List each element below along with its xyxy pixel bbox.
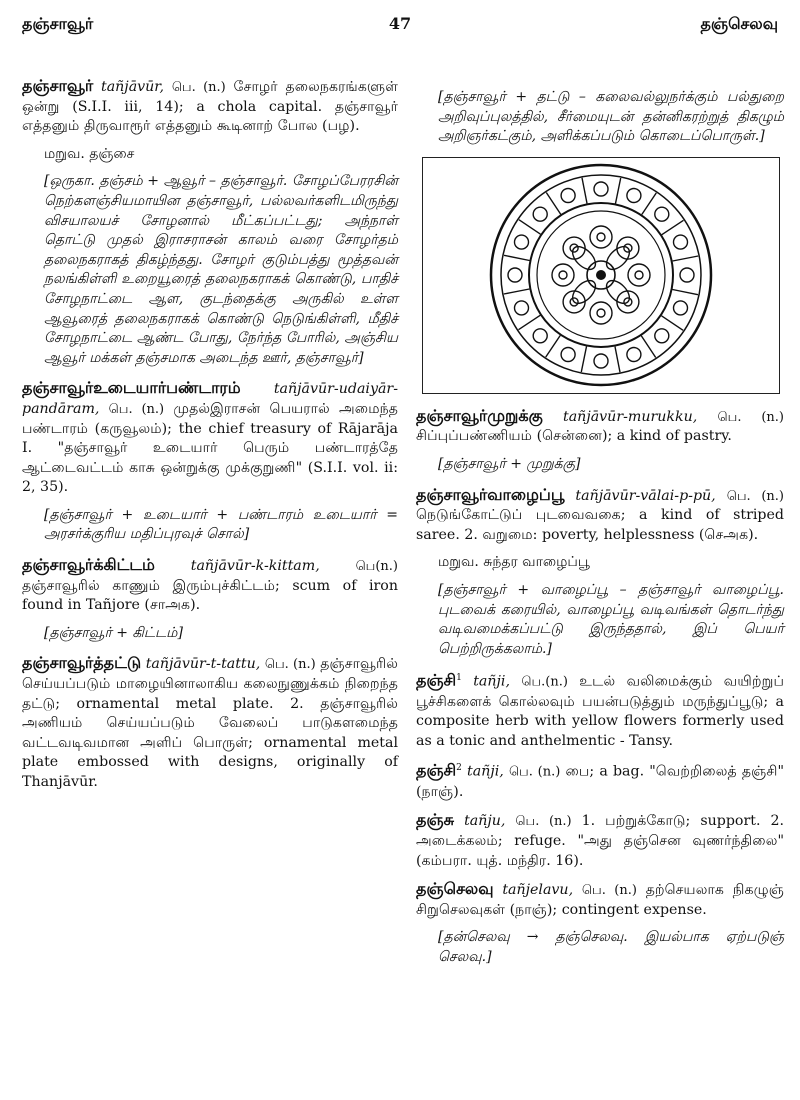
headword: தஞ்சாவூர்த்தட்டு — [22, 653, 142, 673]
headword: தஞ்செலவு — [416, 879, 494, 899]
transliteration: tañji, — [473, 674, 510, 691]
transliteration: tañjāvūr-t-tattu, — [145, 656, 261, 673]
entry-tanji-1 — [416, 669, 784, 751]
homonym-number: 2 — [456, 763, 462, 774]
headword: தஞ்சி — [416, 761, 457, 781]
headword: தஞ்சாவூர் — [22, 76, 94, 95]
part-of-speech: பெ. (n.) — [717, 409, 784, 425]
entry-tanjelavu — [416, 879, 784, 920]
running-head-right: தஞ்செலவு — [700, 14, 778, 33]
part-of-speech: பெ(n.) — [355, 559, 399, 575]
transliteration: tañju, — [464, 813, 506, 830]
part-of-speech: பெ. (n.) — [726, 488, 784, 504]
synonym: மறுவ. சுந்தர வாழைப்பூ — [438, 554, 590, 571]
part-of-speech: பெ. (n.) — [581, 883, 637, 899]
page-number: 47 — [388, 14, 412, 33]
entry-tanju — [416, 810, 784, 871]
headword: தஞ்சாவூர்உடையார்பண்டாரம் — [22, 378, 241, 398]
definition: தஞ்சாவூரில் காணும் இரும்புச்கிட்டம்; scum of iron found in Tañjore (சாஅக). — [22, 577, 398, 614]
entry-murukku — [416, 406, 784, 447]
transliteration: tañjelavu, — [502, 882, 574, 899]
synonym: மறுவ. தஞ்சை — [44, 145, 135, 162]
headword: தஞ்சாவூர்முறுக்கு — [416, 405, 543, 425]
ornamental-plate-illustration — [422, 157, 780, 394]
headword: தஞ்சு — [416, 810, 455, 830]
definition: உடல் வலிமைக்கும் வயிற்றுப் பூச்சிகளைக் கொல்லவும் பயன்படுத்தும் மருந்துப்பூடு; a composite herb with yellow flowers formerly used as a tonic and anthelmentic - Tansy. — [416, 674, 785, 749]
etymology: [தஞ்சாவூர் + உடையார் + பண்டாரம் உடையார் = அரசர்க்குரிய மதிப்புரவுச் சொல்] — [44, 506, 398, 543]
etymology: [தஞ்சாவூர் + கிட்டம்] — [44, 624, 183, 641]
definition: நெடுங்கோட்டுப் புடவைவகை; a kind of striped saree. 2. வறுமை: poverty, helplessness (செஅக). — [416, 507, 784, 543]
headword: தஞ்சி — [416, 671, 457, 691]
definition: பை; a bag. "வெற்றிலைத் தஞ்சி" (நாஞ்). — [416, 764, 784, 800]
entry-thattu — [22, 653, 398, 792]
transliteration: tañji, — [467, 764, 504, 781]
transliteration: tañjāvūr-udaiyār-pandāram, — [22, 381, 398, 417]
part-of-speech: பெ. (n.) — [108, 401, 165, 417]
definition: 1. பற்றுக்கோடு; support. 2. அடைக்கலம்; refuge. "அது தஞ்சென வுணர்ந்திலை" (கம்பரா. யுத். மந்திர. 16). — [416, 813, 784, 869]
entry-tanjavur — [22, 76, 398, 137]
transliteration: tañjāvūr-vālai-p-pū, — [575, 487, 716, 504]
left-column — [22, 76, 398, 801]
entry-kittam — [22, 555, 398, 616]
definition: சிப்புப்பண்ணியம் (சென்னை); a kind of pastry. — [416, 428, 732, 445]
part-of-speech: பெ.(n.) — [521, 675, 568, 691]
part-of-speech: பெ. (n.) — [171, 80, 226, 95]
etymology: [தஞ்சாவூர் + வாழைப்பூ – தஞ்சாவூர் வாழைப்பூ. புடவைக் கரையில், வாழைப்பூ வடிவங்கள் தொடர்ந்து வடிவமைக்கப்பட்டு இருந்ததால், இப் பெயர் பெற்றிருக்கலாம்.] — [438, 581, 784, 657]
part-of-speech: பெ. (n.) — [515, 814, 572, 830]
transliteration: tañjāvūr-murukku, — [563, 408, 698, 425]
homonym-number: 1 — [456, 673, 462, 684]
definition: தஞ்சாவூரில் செய்யப்படும் மாழையினாலாகிய கலைநுணுக்கம் நிறைந்த தட்டு; ornamental metal plate. 2. தஞ்சாவூரில் அணியம் செய்யப்படும் வேலைப் பாடுகளமைந்த வட்டவடிவமான அளிப் பொருள்; ornamental metal plate embossed with designs, originally of Thanjāvūr. — [22, 656, 398, 790]
headword: தஞ்சாவூர்க்கிட்டம் — [22, 555, 155, 575]
definition: முதல்இராசன் பெயரால் அமைந்த பண்டாரம் (கருவூலம்); the chief treasury of Rājarāja I. "தஞ்சாவூர் உடையார் பெரும் பண்டாரத்தே ஆட்டைவட்டம் காசு ஒன்றுக்கு முக்குறுணி" (S.I.I. vol. ii: 2, 35). — [22, 400, 398, 496]
ornamental-plate-icon — [486, 160, 716, 390]
running-head-left: தஞ்சாவூர் — [22, 14, 94, 33]
etymology: [தன்செலவு → தஞ்செலவு. இயல்பாக ஏற்படுஞ் செலவு.] — [438, 929, 784, 965]
etymology-continued: [தஞ்சாவூர் + தட்டு – கலைவல்லுநர்க்கும் பல்துறை அறிவுப்புலத்தில், சீர்மையுடன் தன்னிகரற்றுத் திகழும் அறிஞர்கட்கும், அளிக்கப்படும் கொடைப்பொருள்.] — [438, 89, 784, 145]
part-of-speech: பெ. (n.) — [264, 657, 316, 673]
entry-udaiyar-pandaram — [22, 378, 398, 498]
entry-valaippu — [416, 485, 784, 546]
transliteration: tañjāvūr, — [101, 79, 165, 95]
transliteration: tañjāvūr-k-kittam, — [190, 558, 320, 575]
headword: தஞ்சாவூர்வாழைப்பூ — [416, 484, 565, 504]
etymology: [ஒருகா. தஞ்சம் + ஆவூர் – தஞ்சாவூர். சோழப்பேரரசின் நெற்களஞ்சியமாயின தஞ்சாவூர், பல்லவர்களிடமிருந்து விசயாலயச் சோழனால் மீட்கப்பட்டது; அந்நாள் தொட்டு முதல் இராசராசன் காலம் வரை சோழர்தம் தலைநகராகத் திகழ்ந்தது. சோழர் குடும்பத்து மூத்தவன் நலங்கிள்ளி உறையூரைத் தலைநகராகக் கொண்டு, பாதிச் சோழநாட்டை ஆள, குடந்தைக்கு அருகில் உள்ள ஆவூரைத் தலைநகராகக் கொண்டு நெடுங்கிள்ளி, மீதிச் சோழநாட்டை ஆண்ட போது, நேர்ந்த போரில், அஞ்சிய ஆவூர் மக்கள் தஞ்சமாக அடைந்த ஊர், தஞ்சாவூர்] — [44, 173, 398, 366]
definition: தற்செயலாக நிகழுஞ் சிறுசெலவுகள் (நாஞ்); contingent expense. — [416, 882, 784, 918]
page-header — [22, 14, 778, 44]
entry-tanji-2 — [416, 759, 784, 802]
part-of-speech: பெ. (n.) — [508, 765, 561, 781]
etymology: [தஞ்சாவூர் + முறுக்கு] — [438, 455, 581, 472]
definition: சோழர் தலைநகரங்களுள் ஒன்று (S.I.I. iii, 14); a chola capital. தஞ்சாவூர் எத்தனும் திருவாரூர் எத்தனும் கூடினாற் போல (பழ). — [22, 79, 399, 135]
right-column — [416, 88, 784, 978]
